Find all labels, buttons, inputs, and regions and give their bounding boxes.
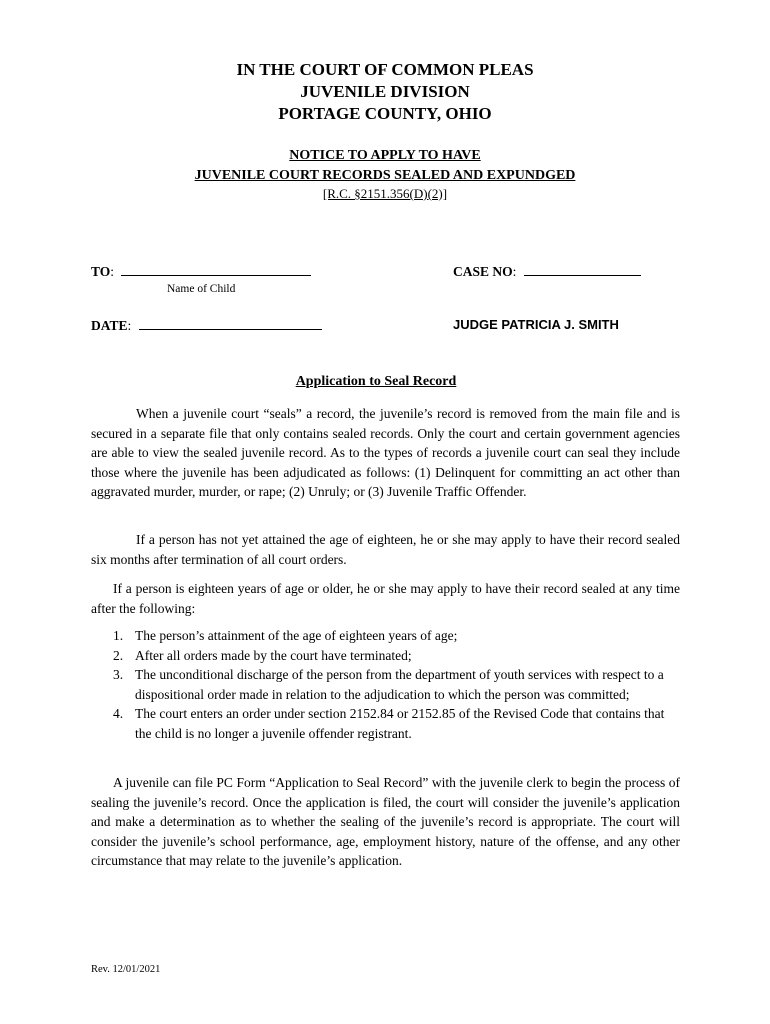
paragraph-eighteen-or-older: If a person is eighteen years of age or older, he or she may apply to have their record sealed at any time after the following: xyxy=(91,581,680,616)
list-text: The unconditional discharge of the person from the department of youth services with respect to a dispositional order made in relation to the adjudication to which the person was committed; xyxy=(135,667,664,702)
list-number: 3. xyxy=(113,667,124,682)
conditions-list xyxy=(91,626,680,743)
list-number: 1. xyxy=(113,628,124,643)
list-number: 2. xyxy=(113,647,124,663)
date-label: DATE xyxy=(91,318,128,333)
court-county: PORTAGE COUNTY, OHIO xyxy=(278,104,492,123)
list-text: After all orders made by the court have terminated; xyxy=(135,647,412,663)
case-no-field: CASE NO: xyxy=(453,263,641,280)
notice-title-line2: JUVENILE COURT RECORDS SEALED AND EXPUNDGED xyxy=(194,168,576,183)
notice-title xyxy=(0,146,770,186)
judge-name: JUDGE PATRICIA J. SMITH xyxy=(453,317,619,332)
to-field: TO: xyxy=(91,263,311,280)
case-no-blank[interactable] xyxy=(524,263,641,276)
list-item xyxy=(91,665,680,704)
section-title: Application to Seal Record xyxy=(295,374,457,389)
revision-date: Rev. 12/01/2021 xyxy=(91,964,161,975)
list-text: The person’s attainment of the age of eighteen years of age; xyxy=(135,628,458,643)
court-division: JUVENILE DIVISION xyxy=(300,82,470,101)
statute-reference: [R.C. §2151.356(D)(2)] xyxy=(322,186,448,201)
paragraph-under-eighteen: If a person has not yet attained the age of eighteen, he or she may apply to have their record sealed six months after termination of all court orders. xyxy=(91,532,680,567)
list-text: The court enters an order under section 2152.84 or 2152.85 of the Revised Code that contains that the child is no longer a juvenile offender registrant. xyxy=(135,706,665,741)
list-item xyxy=(91,646,680,666)
notice-title-line1: NOTICE TO APPLY TO HAVE xyxy=(289,148,481,163)
to-blank[interactable] xyxy=(121,263,311,276)
court-name: IN THE COURT OF COMMON PLEAS xyxy=(236,60,534,79)
list-item xyxy=(91,626,680,646)
paragraph-sealing-definition: When a juvenile court “seals” a record, the juvenile’s record is removed from the main file and is secured in a separate file that only contains sealed records. Only the court and certain government agencies are able to view the sealed juvenile record. As to the types of records a juvenile court can seal they include those where the juvenile has been adjudicated as follows: (1) Delinquent for committing an act other than aggravated murder, murder, or rape; (2) Unruly; or (3) Juvenile Traffic Offender. xyxy=(91,406,680,499)
paragraph-filing-process: A juvenile can file PC Form “Application to Seal Record” with the juvenile clerk to begin the process of sealing the juvenile’s record. Once the application is filed, the court will consider the juvenile’s application and make a determination as to whether the sealing of the juvenile’s record is appropriate. The court will consider the juvenile’s school performance, age, employment history, nature of the offense, and any other circumstance that may relate to the juvenile’s application. xyxy=(91,775,680,868)
to-label: TO xyxy=(91,264,111,279)
list-number: 4. xyxy=(113,706,124,721)
date-blank[interactable] xyxy=(139,317,322,330)
list-item xyxy=(91,704,680,743)
date-field: DATE: xyxy=(91,317,322,334)
to-sublabel: Name of Child xyxy=(167,283,236,295)
case-no-label: CASE NO xyxy=(453,264,513,279)
court-header xyxy=(0,59,770,125)
